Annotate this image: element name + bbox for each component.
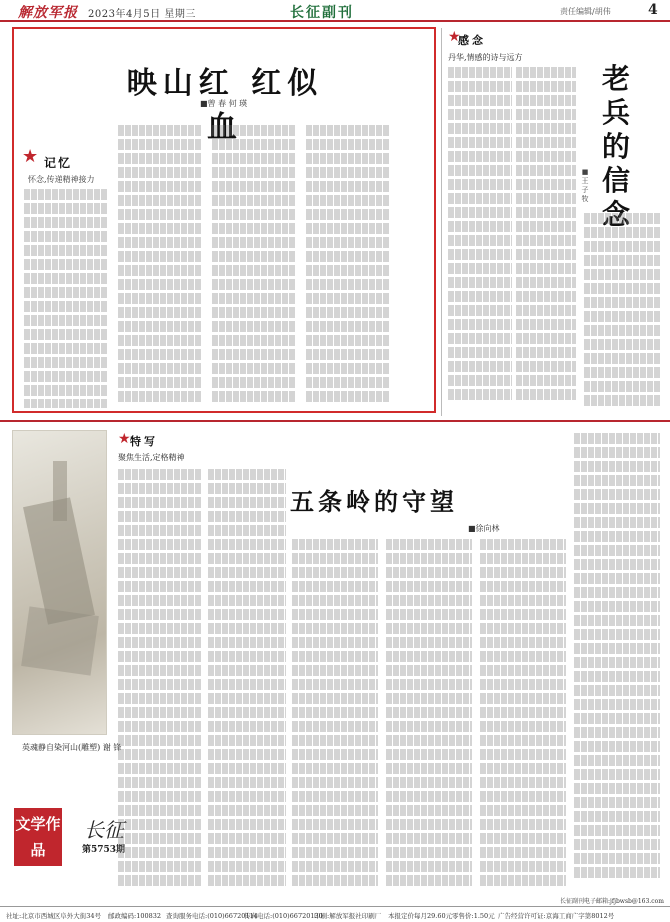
bottom-body-col-5 (480, 536, 566, 896)
sense-sub: 丹华,情感的诗与远方 (448, 53, 523, 62)
changzheng-signature: 长征 (84, 818, 124, 842)
footer-price: 本报定价每月29.60元 (388, 912, 453, 920)
memory-sub: 怀念,传递精神接力 (28, 175, 95, 184)
star-icon: ★ (118, 431, 131, 447)
footer-mail: 长征副刊电子邮箱:jfjbwsb@163.com (560, 898, 664, 905)
right-body-col-1 (448, 64, 512, 410)
bottom-article-byline: ■徐向林 (468, 524, 500, 533)
footer-contact: 传真电话:(010)66720130 (244, 912, 323, 920)
footer-postcode: 邮政编码:100832 (108, 912, 162, 920)
bottom-body-col-4 (386, 536, 472, 896)
bottom-body-col-3 (292, 536, 378, 896)
star-icon: ★ (22, 146, 39, 167)
footer-service: 查询服务电话:(010)66720114 (166, 912, 258, 920)
top-body-col-2 (118, 122, 202, 408)
literature-badge: 文学作品 (14, 808, 62, 866)
bottom-body-col-1 (118, 466, 202, 896)
page-number: 4 (648, 2, 658, 18)
top-article-title: 映山红 红似血 (126, 66, 324, 145)
sense-label: 感念 (458, 34, 486, 47)
editor-credit: 责任编辑/胡伟 (560, 7, 611, 16)
issue-number: 第5753期 (82, 845, 126, 855)
footer-print: 印刷:解放军报社印刷厂 (314, 912, 382, 920)
right-article-author: ■王子牧 (581, 168, 589, 203)
section-separator (0, 420, 670, 422)
right-body-col-3 (584, 210, 660, 410)
special-sub: 聚焦生活,定格精神 (118, 453, 185, 462)
memory-label: 记忆 (44, 156, 73, 170)
sculpture-image (12, 430, 107, 735)
right-article-title: 老兵的信念 (601, 62, 630, 231)
page-footer (0, 906, 670, 922)
star-icon: ★ (448, 29, 461, 45)
bottom-body-col-2 (208, 466, 286, 896)
special-label: 特写 (130, 435, 158, 448)
newspaper-brand: 解放军报 (18, 5, 78, 21)
top-body-col-1 (24, 186, 108, 408)
top-article-byline: ■曾 春 何 瑛 (200, 99, 248, 108)
masthead (0, 0, 670, 22)
bottom-body-col-6 (574, 430, 660, 896)
footer-ad: 广告经营许可证:京海工商广字第8012号 (498, 912, 615, 920)
top-body-col-3 (212, 122, 296, 408)
bottom-article-title: 五条岭的守望 (290, 487, 458, 516)
right-body-col-2 (516, 64, 576, 410)
footer-sale: 零售价:1.50元 (452, 912, 495, 920)
section-title: 长征副刊 (290, 5, 354, 21)
footer-address: 社址:北京市西城区阜外大街34号 (6, 912, 101, 920)
column-divider (441, 28, 442, 416)
sculpture-caption: 英魂静自染河山(雕塑) 谢 锋 (22, 743, 122, 752)
top-body-col-4 (306, 122, 390, 408)
issue-date: 2023年4月5日 星期三 (88, 9, 196, 20)
